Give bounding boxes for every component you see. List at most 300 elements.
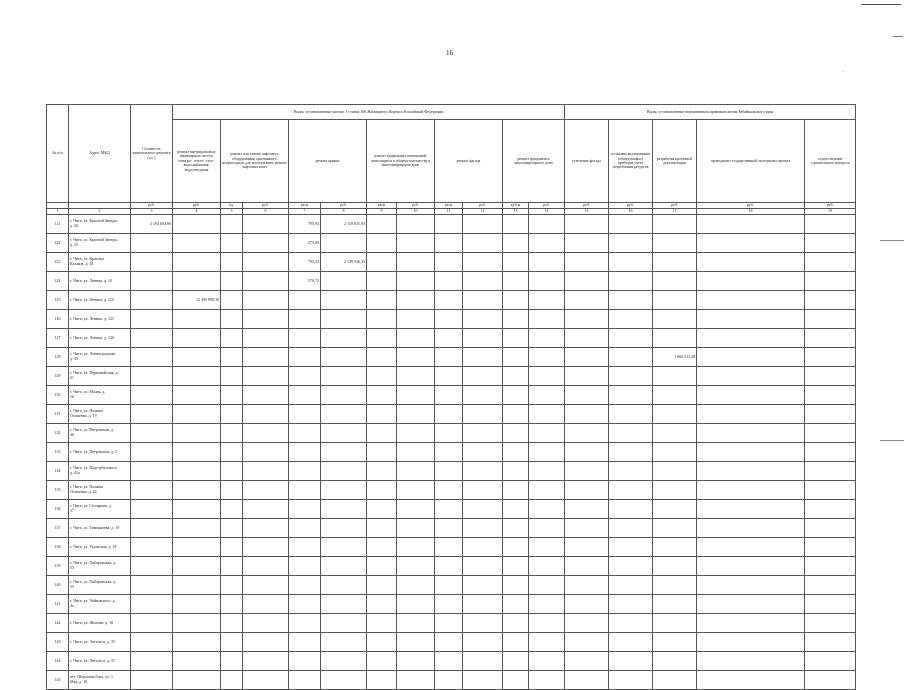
- value-cell: [367, 557, 397, 576]
- column-index-cell: 19: [805, 209, 856, 215]
- value-cell: [805, 405, 856, 424]
- value-cell: [805, 386, 856, 405]
- value-cell: [565, 633, 609, 652]
- value-cell: [221, 652, 243, 671]
- value-cell: [805, 519, 856, 538]
- value-cell: [435, 557, 463, 576]
- value-cell: [321, 443, 367, 462]
- value-cell: [463, 234, 503, 253]
- value-cell: [609, 443, 653, 462]
- value-cell: [397, 557, 435, 576]
- value-cell: [435, 348, 463, 367]
- value-cell: [131, 424, 173, 443]
- row-number: 139: [47, 557, 69, 576]
- value-cell: [321, 310, 367, 329]
- value-cell: [697, 443, 805, 462]
- value-cell: [609, 671, 653, 690]
- value-cell: [367, 348, 397, 367]
- column-index-cell: 11: [435, 209, 463, 215]
- column-index-cell: 4: [173, 209, 221, 215]
- value-cell: [243, 557, 289, 576]
- value-cell: [697, 329, 805, 348]
- value-cell: [367, 443, 397, 462]
- value-cell: [529, 462, 565, 481]
- row-number: 127: [47, 329, 69, 348]
- value-cell: [653, 329, 697, 348]
- value-cell: [289, 310, 321, 329]
- value-cell: [697, 481, 805, 500]
- value-cell: [221, 310, 243, 329]
- table-row: [47, 557, 856, 576]
- value-cell: [221, 291, 243, 310]
- row-number: 137: [47, 519, 69, 538]
- address-line: г. Чита, ул. Ленина, д. 125: [70, 315, 115, 321]
- value-cell: [435, 595, 463, 614]
- value-cell: [397, 367, 435, 386]
- value-cell: [435, 329, 463, 348]
- column-index-cell: 17: [653, 209, 697, 215]
- value-cell: [529, 500, 565, 519]
- value-cell: [173, 652, 221, 671]
- value-cell: 795,33: [289, 253, 321, 272]
- value-cell: [131, 405, 173, 424]
- value-cell: [435, 215, 463, 234]
- row-number: 143: [47, 633, 69, 652]
- value-cell: [565, 443, 609, 462]
- address-line: Мая, д. 18: [70, 679, 88, 684]
- value-cell: [221, 405, 243, 424]
- value-cell: [653, 671, 697, 690]
- value-cell: [173, 386, 221, 405]
- value-cell: [529, 215, 565, 234]
- value-cell: [529, 671, 565, 690]
- value-cell: [503, 348, 529, 367]
- address-line: 57: [70, 508, 74, 513]
- value-cell: [243, 272, 289, 291]
- value-cell: [565, 253, 609, 272]
- value-cell: [321, 462, 367, 481]
- col-header-expertise: проведение государственной экспертизы проекта: [697, 120, 805, 203]
- value-cell: [805, 595, 856, 614]
- table-row: [47, 462, 856, 481]
- table-row: [47, 329, 856, 348]
- value-cell: [397, 443, 435, 462]
- value-cell: [463, 367, 503, 386]
- value-cell: [435, 310, 463, 329]
- unit-cell: руб.: [565, 203, 609, 209]
- value-cell: [503, 633, 529, 652]
- value-cell: [243, 671, 289, 690]
- value-cell: [503, 405, 529, 424]
- value-cell: 2 194 653,96: [131, 215, 173, 234]
- col-header-foundation: ремонт фундамента многоквартирного дома: [503, 120, 565, 203]
- value-cell: [321, 538, 367, 557]
- value-cell: [609, 538, 653, 557]
- column-index-cell: 7: [289, 209, 321, 215]
- scan-mark: .: [842, 68, 844, 74]
- value-cell: [503, 443, 529, 462]
- value-cell: [609, 614, 653, 633]
- row-number: 144: [47, 652, 69, 671]
- row-address: [69, 329, 131, 348]
- value-cell: [463, 538, 503, 557]
- value-cell: [697, 348, 805, 367]
- value-cell: [321, 272, 367, 291]
- value-cell: [243, 595, 289, 614]
- value-cell: [243, 310, 289, 329]
- value-cell: [565, 329, 609, 348]
- column-index-cell: 8: [321, 209, 367, 215]
- column-index-cell: 5: [221, 209, 243, 215]
- value-cell: [173, 348, 221, 367]
- row-address: [69, 576, 131, 595]
- value-cell: [565, 272, 609, 291]
- value-cell: [289, 652, 321, 671]
- address-line: г. Чита, ул. Ленинградская,: [70, 351, 116, 357]
- value-cell: [697, 500, 805, 519]
- value-cell: [173, 557, 221, 576]
- value-cell: [221, 348, 243, 367]
- value-cell: [397, 633, 435, 652]
- address-line: г. Чита, ул. Ленина, д. 10: [70, 277, 113, 283]
- column-index-cell: 14: [529, 209, 565, 215]
- value-cell: [609, 310, 653, 329]
- value-cell: [397, 519, 435, 538]
- value-cell: [243, 538, 289, 557]
- value-cell: [131, 538, 173, 557]
- value-cell: [221, 671, 243, 690]
- value-cell: [367, 405, 397, 424]
- value-cell: [321, 671, 367, 690]
- value-cell: [609, 595, 653, 614]
- table-row: [47, 576, 856, 595]
- value-cell: [173, 519, 221, 538]
- value-cell: [367, 367, 397, 386]
- value-cell: [131, 348, 173, 367]
- table-row: [47, 253, 856, 272]
- value-cell: [367, 291, 397, 310]
- value-cell: [529, 405, 565, 424]
- value-cell: 1 666 511,28: [653, 348, 697, 367]
- value-cell: [609, 481, 653, 500]
- value-cell: [463, 614, 503, 633]
- col-header-facade: ремонт фасада: [435, 120, 503, 203]
- value-cell: [653, 557, 697, 576]
- value-cell: [173, 443, 221, 462]
- row-number: 131: [47, 405, 69, 424]
- column-index-cell: 18: [697, 209, 805, 215]
- unit-cell: руб.: [243, 203, 289, 209]
- header-group-regional: Виды, установленные нормативным правовым актом Забайкальского края: [565, 105, 856, 120]
- address-line: г. Чита, ул. Шилова, д. 18: [70, 619, 114, 625]
- value-cell: [805, 348, 856, 367]
- unit-cell: руб.: [529, 203, 565, 209]
- unit-cell: кв.м: [367, 203, 397, 209]
- scan-mark: [861, 4, 901, 5]
- value-cell: [289, 519, 321, 538]
- value-cell: [609, 348, 653, 367]
- col-header-lifts: ремонт или замена лифтового оборудования, признанного непригодным для эксплуатации, ремонт лифтовых шахт: [221, 120, 289, 203]
- value-cell: [653, 234, 697, 253]
- value-cell: [221, 557, 243, 576]
- value-cell: [565, 234, 609, 253]
- row-address: [69, 519, 131, 538]
- value-cell: [805, 310, 856, 329]
- address-line: Осипенко, д. 24: [70, 489, 97, 494]
- value-cell: [131, 652, 173, 671]
- value-cell: [463, 633, 503, 652]
- value-cell: [289, 405, 321, 424]
- row-number: 133: [47, 443, 69, 462]
- value-cell: [367, 671, 397, 690]
- value-cell: [221, 538, 243, 557]
- table-row: [47, 272, 856, 291]
- address-line: г. Чита, ул. Ленина, д. 126: [70, 334, 115, 340]
- capital-repair-table: [46, 104, 856, 690]
- row-address: [69, 557, 131, 576]
- value-cell: [697, 215, 805, 234]
- unit-cell: руб.: [463, 203, 503, 209]
- address-line: г. Чита, ул. Полины: [70, 408, 104, 414]
- value-cell: [463, 215, 503, 234]
- address-line: 46: [70, 432, 74, 437]
- row-address: [69, 234, 131, 253]
- value-cell: [529, 557, 565, 576]
- unit-cell: руб.: [321, 203, 367, 209]
- value-cell: [653, 519, 697, 538]
- address-line: пгт. Шерловая Гора, ул. 1: [70, 674, 113, 680]
- value-cell: [221, 481, 243, 500]
- value-cell: [609, 652, 653, 671]
- address-line: 53: [70, 565, 74, 570]
- value-cell: [367, 329, 397, 348]
- value-cell: [131, 329, 173, 348]
- value-cell: [609, 519, 653, 538]
- value-cell: [529, 234, 565, 253]
- address-line: г. Чита, ул. Красных: [70, 256, 105, 262]
- value-cell: [463, 500, 503, 519]
- value-cell: [805, 671, 856, 690]
- value-cell: [173, 595, 221, 614]
- value-cell: [131, 386, 173, 405]
- col-header-networks: ремонт внутридомовых инженерных систем электро-, тепло-, газо-, водоснабжения, водоотведения: [173, 120, 221, 203]
- value-cell: [321, 424, 367, 443]
- row-number: 138: [47, 538, 69, 557]
- value-cell: [805, 443, 856, 462]
- value-cell: [697, 538, 805, 557]
- row-address: [69, 215, 131, 234]
- value-cell: [463, 272, 503, 291]
- value-cell: [321, 348, 367, 367]
- value-cell: [805, 500, 856, 519]
- row-address: [69, 405, 131, 424]
- value-cell: [435, 481, 463, 500]
- row-address: [69, 614, 131, 633]
- value-cell: [503, 367, 529, 386]
- value-cell: [131, 500, 173, 519]
- table-row: [47, 671, 856, 690]
- value-cell: [243, 215, 289, 234]
- value-cell: [221, 272, 243, 291]
- value-cell: [131, 576, 173, 595]
- value-cell: [529, 481, 565, 500]
- address-line: г. Чита, ул. Ленина, д. 115: [70, 296, 114, 302]
- row-number: 123: [47, 253, 69, 272]
- value-cell: [221, 519, 243, 538]
- value-cell: [397, 424, 435, 443]
- value-cell: [397, 462, 435, 481]
- row-number: 141: [47, 595, 69, 614]
- value-cell: [697, 462, 805, 481]
- value-cell: [321, 633, 367, 652]
- value-cell: [565, 652, 609, 671]
- value-cell: [321, 500, 367, 519]
- row-number: 129: [47, 367, 69, 386]
- col-header-roof: ремонт крыши: [289, 120, 367, 203]
- value-cell: [131, 519, 173, 538]
- value-cell: [435, 272, 463, 291]
- value-cell: [529, 595, 565, 614]
- value-cell: [463, 291, 503, 310]
- value-cell: [463, 595, 503, 614]
- value-cell: [367, 386, 397, 405]
- column-index-cell: 16: [609, 209, 653, 215]
- value-cell: [243, 405, 289, 424]
- value-cell: [131, 614, 173, 633]
- value-cell: [565, 367, 609, 386]
- value-cell: [503, 424, 529, 443]
- value-cell: [697, 310, 805, 329]
- value-cell: [321, 329, 367, 348]
- value-cell: [289, 329, 321, 348]
- column-index-cell: 9: [367, 209, 397, 215]
- value-cell: [321, 481, 367, 500]
- row-address: [69, 291, 131, 310]
- unit-cell: руб.: [653, 203, 697, 209]
- value-cell: [463, 253, 503, 272]
- column-index-cell: 15: [565, 209, 609, 215]
- value-cell: [243, 614, 289, 633]
- value-cell: [463, 405, 503, 424]
- value-cell: [503, 481, 529, 500]
- value-cell: [243, 576, 289, 595]
- value-cell: [321, 234, 367, 253]
- row-number: 142: [47, 614, 69, 633]
- value-cell: [697, 557, 805, 576]
- address-line: Осипенко, д. 19: [70, 413, 97, 418]
- value-cell: [221, 576, 243, 595]
- scan-mark: [880, 440, 904, 441]
- value-cell: [463, 481, 503, 500]
- value-cell: [529, 310, 565, 329]
- col-header-design: разработка проектной документации: [653, 120, 697, 203]
- value-cell: [221, 386, 243, 405]
- value-cell: [131, 671, 173, 690]
- address-line: д. 20: [70, 223, 79, 228]
- column-index-cell: 1: [47, 209, 69, 215]
- value-cell: [289, 443, 321, 462]
- value-cell: [243, 633, 289, 652]
- scan-mark: [880, 240, 904, 241]
- value-cell: [173, 215, 221, 234]
- value-cell: 2 139 536,33: [321, 253, 367, 272]
- value-cell: [463, 462, 503, 481]
- value-cell: [397, 538, 435, 557]
- row-address: [69, 424, 131, 443]
- value-cell: [435, 538, 463, 557]
- value-cell: 795,93: [289, 215, 321, 234]
- row-number: 130: [47, 386, 69, 405]
- value-cell: [435, 424, 463, 443]
- value-cell: [367, 538, 397, 557]
- value-cell: [565, 424, 609, 443]
- value-cell: [243, 386, 289, 405]
- value-cell: [435, 443, 463, 462]
- value-cell: [805, 633, 856, 652]
- value-cell: [173, 329, 221, 348]
- value-cell: [529, 633, 565, 652]
- value-cell: [565, 519, 609, 538]
- value-cell: [367, 234, 397, 253]
- value-cell: [653, 215, 697, 234]
- value-cell: [221, 215, 243, 234]
- value-cell: [565, 348, 609, 367]
- value-cell: [697, 614, 805, 633]
- address-line: г. Чита, ул. Полины: [70, 484, 104, 490]
- value-cell: [805, 538, 856, 557]
- value-cell: [289, 386, 321, 405]
- value-cell: [321, 386, 367, 405]
- value-cell: [243, 519, 289, 538]
- value-cell: [565, 291, 609, 310]
- value-cell: [565, 500, 609, 519]
- value-cell: [697, 272, 805, 291]
- row-number: 145: [47, 671, 69, 690]
- value-cell: [805, 557, 856, 576]
- value-cell: [463, 386, 503, 405]
- value-cell: [653, 576, 697, 595]
- value-cell: [243, 481, 289, 500]
- table-row: [47, 538, 856, 557]
- value-cell: [131, 462, 173, 481]
- value-cell: [503, 234, 529, 253]
- value-cell: [367, 633, 397, 652]
- address-line: 55: [70, 584, 74, 589]
- value-cell: [243, 424, 289, 443]
- value-cell: [367, 614, 397, 633]
- value-cell: [463, 329, 503, 348]
- unit-cell: руб.: [397, 203, 435, 209]
- row-address: [69, 348, 131, 367]
- value-cell: [131, 253, 173, 272]
- value-cell: [397, 671, 435, 690]
- row-number: 125: [47, 291, 69, 310]
- row-address: [69, 272, 131, 291]
- value-cell: [435, 652, 463, 671]
- value-cell: [609, 367, 653, 386]
- value-cell: [565, 538, 609, 557]
- value-cell: [529, 538, 565, 557]
- value-cell: [173, 462, 221, 481]
- value-cell: [653, 500, 697, 519]
- row-number: 128: [47, 348, 69, 367]
- value-cell: [243, 291, 289, 310]
- value-cell: [243, 348, 289, 367]
- value-cell: [435, 386, 463, 405]
- value-cell: [321, 405, 367, 424]
- row-address: [69, 253, 131, 272]
- value-cell: [367, 272, 397, 291]
